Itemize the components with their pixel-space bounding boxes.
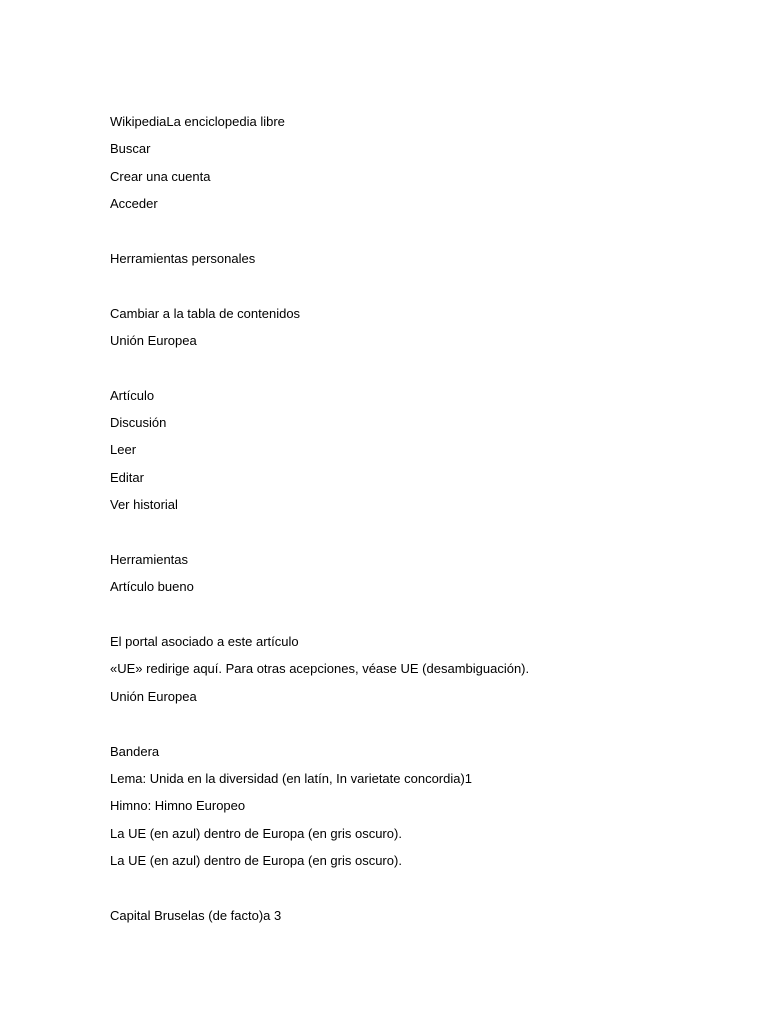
motto-line: Lema: Unida en la diversidad (en latín, In varietate concordia)1 [110,771,473,786]
tab-read[interactable]: Leer [110,442,137,457]
tools-label: Herramientas [110,552,189,567]
search-link[interactable]: Buscar [110,141,151,156]
create-account-link[interactable]: Crear una cuenta [110,169,211,184]
infobox-title: Unión Europea [110,689,197,704]
flag-label: Bandera [110,744,160,759]
tab-edit[interactable]: Editar [110,470,144,485]
login-link[interactable]: Acceder [110,196,158,211]
toc-toggle-link[interactable]: Cambiar a la tabla de contenidos [110,306,301,321]
tab-article[interactable]: Artículo [110,388,155,403]
capital-line: Capital Bruselas (de facto)a 3 [110,908,282,923]
portal-note: El portal asociado a este artículo [110,634,299,649]
redirect-note: «UE» redirige aquí. Para otras acepciones, véase UE (desambiguación). [110,661,530,676]
personal-tools-label: Herramientas personales [110,251,256,266]
page-title: Unión Europea [110,333,197,348]
site-title: WikipediaLa enciclopedia libre [110,114,285,129]
good-article-badge: Artículo bueno [110,579,194,594]
anthem-line: Himno: Himno Europeo [110,798,246,813]
tab-discussion[interactable]: Discusión [110,415,167,430]
tab-history[interactable]: Ver historial [110,497,178,512]
map-caption-repeat: La UE (en azul) dentro de Europa (en gris oscuro). [110,853,402,868]
map-caption: La UE (en azul) dentro de Europa (en gris oscuro). [110,826,402,841]
